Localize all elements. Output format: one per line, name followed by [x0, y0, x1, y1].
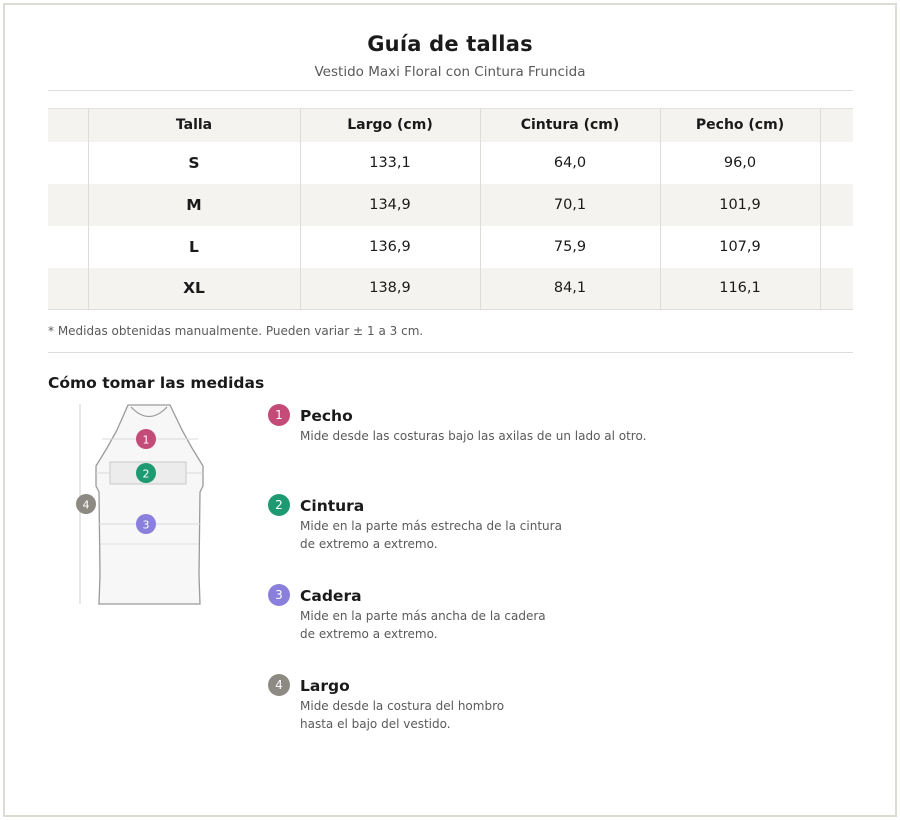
- measurement-note: * Medidas obtenidas manualmente. Pueden variar ± 1 a 3 cm.: [48, 324, 424, 338]
- chest-cell: 101,9: [660, 184, 820, 226]
- marker-4-label: 4: [82, 498, 90, 512]
- dress-diagram: [70, 400, 220, 610]
- marker-2: [136, 463, 156, 483]
- step-description: [300, 608, 680, 643]
- column-header-length: Largo (cm): [300, 109, 480, 142]
- table-header-row: [48, 109, 853, 142]
- step-title: Pecho: [300, 407, 353, 425]
- marker-2-label: 2: [142, 467, 150, 481]
- table-spacer-cell: [48, 268, 88, 310]
- product-name: Vestido Maxi Floral con Cintura Fruncida: [314, 64, 586, 80]
- size-table: [48, 108, 853, 310]
- marker-3: [136, 514, 156, 534]
- size-cell: XL: [88, 268, 300, 310]
- step-title: Largo: [300, 677, 350, 695]
- size-cell: L: [88, 226, 300, 268]
- table-row: [48, 184, 853, 226]
- marker-1-label: 1: [142, 433, 150, 447]
- divider: [48, 352, 853, 353]
- size-cell: M: [88, 184, 300, 226]
- table-spacer-cell: [820, 226, 853, 268]
- marker-3-label: 3: [142, 518, 150, 532]
- step-number-badge: 1: [268, 404, 290, 426]
- table-spacer-cell: [820, 184, 853, 226]
- waist-cell: 70,1: [480, 184, 660, 226]
- page-title: Guía de tallas: [367, 32, 533, 56]
- table-row: [48, 268, 853, 310]
- step-title: Cintura: [300, 497, 365, 515]
- length-cell: 136,9: [300, 226, 480, 268]
- step-description-line: Mide en la parte más estrecha de la cintura: [300, 519, 562, 533]
- step-title: Cadera: [300, 587, 362, 605]
- marker-1: [136, 429, 156, 449]
- step-description-line: Mide desde las costuras bajo las axilas de un lado al otro.: [300, 429, 647, 443]
- step-description-line: hasta el bajo del vestido.: [300, 716, 451, 731]
- chest-cell: 116,1: [660, 268, 820, 310]
- step-description-line: Mide en la parte más ancha de la cadera: [300, 609, 546, 623]
- table-row: [48, 226, 853, 268]
- marker-4: [76, 494, 96, 514]
- step-number-badge: 3: [268, 584, 290, 606]
- waist-cell: 75,9: [480, 226, 660, 268]
- step-description: [300, 428, 680, 446]
- step-description: [300, 518, 680, 553]
- step-description-line: de extremo a extremo.: [300, 536, 438, 551]
- table-spacer-cell: [820, 109, 853, 142]
- chest-cell: 107,9: [660, 226, 820, 268]
- step-number-badge: 2: [268, 494, 290, 516]
- table-spacer-cell: [820, 268, 853, 310]
- size-cell: S: [88, 142, 300, 184]
- divider: [48, 90, 853, 91]
- step-description-line: de extremo a extremo.: [300, 626, 438, 641]
- step-description-line: Mide desde la costura del hombro: [300, 699, 505, 713]
- length-cell: 138,9: [300, 268, 480, 310]
- table-spacer-cell: [48, 142, 88, 184]
- step-description: [300, 698, 680, 733]
- waist-cell: 84,1: [480, 268, 660, 310]
- column-header-chest: Pecho (cm): [660, 109, 820, 142]
- table-row: [48, 142, 853, 184]
- how-to-measure-title: Cómo tomar las medidas: [48, 374, 265, 392]
- table-spacer-cell: [48, 184, 88, 226]
- table-spacer-cell: [48, 109, 88, 142]
- chest-cell: 96,0: [660, 142, 820, 184]
- table-spacer-cell: [48, 226, 88, 268]
- column-header-size: Talla: [88, 109, 300, 142]
- length-cell: 133,1: [300, 142, 480, 184]
- table-spacer-cell: [820, 142, 853, 184]
- waist-cell: 64,0: [480, 142, 660, 184]
- step-number-badge: 4: [268, 674, 290, 696]
- length-cell: 134,9: [300, 184, 480, 226]
- column-header-waist: Cintura (cm): [480, 109, 660, 142]
